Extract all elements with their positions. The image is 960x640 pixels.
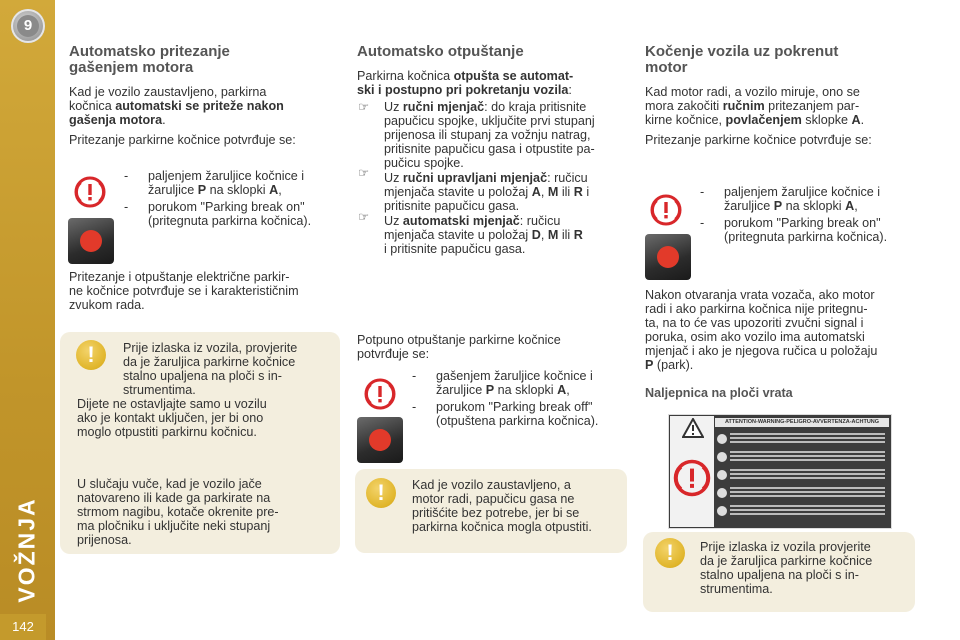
section-title xyxy=(8,497,46,603)
intro-paragraph: Kad je vozilo zaustavljeno, parkirna kočnica automatski se priteže nakon gašenja motora. xyxy=(69,85,284,127)
parking-brake-switch-icon xyxy=(357,417,403,463)
list-item: porukom "Parking break on" (pritegnuta parkirna kočnica). xyxy=(724,216,888,244)
brake-warning-icon xyxy=(73,175,107,209)
release-intro: Parkirna kočnica otpušta se automat- ski i postupno pri pokretanju vozila: xyxy=(357,69,574,97)
list-item: porukom "Parking break on" (pritegnuta parkirna kočnica). xyxy=(148,200,312,228)
apply-confirm-list: - paljenjem žaruljice kočnice i žaruljice P na sklopki A, - porukom "Parking break on" (pritegnuta parkirna kočnica). xyxy=(124,169,340,228)
section-title-text: VOŽNJA xyxy=(13,497,40,603)
list-item: gašenjem žaruljice kočnice i žaruljice P na sklopki A, xyxy=(436,369,593,397)
parking-brake-switch-icon xyxy=(645,234,691,280)
chapter-number: 9 xyxy=(17,15,39,37)
page-number: 142 xyxy=(0,614,46,640)
list-item: porukom "Parking break off" (otpuštena parkirna kočnica). xyxy=(436,400,599,428)
sticker-row xyxy=(717,485,887,503)
list-item: paljenjem žaruljice kočnice i žaruljice P na sklopki A, xyxy=(148,169,305,197)
sticker-heading: ATTENTION-WARNING-PELIGRO-AVVERTENZA-ACHTUNG xyxy=(715,418,889,427)
column-automatic-release xyxy=(357,44,627,97)
note-check-light: Prije izlaska iz vozila, provjerite da je žaruljica parkirne kočnice stalno upaljena na ploči s in- strumentima. xyxy=(123,341,298,397)
heading-engine-running: Kočenje vozila uz pokrenut motor xyxy=(645,43,839,76)
note-check-light-col3: Prije izlaska iz vozila provjerite da je žaruljica parkirne kočnice stalno upaljena na ploči s in- strumentima. xyxy=(700,540,873,596)
door-label-heading: Naljepnica na ploči vrata xyxy=(645,386,793,400)
sticker-row xyxy=(717,431,887,449)
chapter-badge xyxy=(11,9,45,43)
caution-icon: ! xyxy=(76,340,106,370)
sticker-row xyxy=(717,449,887,467)
note-child-warning: Dijete ne ostavljajte samo u vozilu ako je kontakt uključen, jer bi ono moglo otpustiti parkirnu kočnicu. xyxy=(77,397,267,439)
note-towing: U slučaju vuče, kad je vozilo jače natovareno ili kade ga parkirate na strmom nagibu, kotače okrenite pre- ma pločniku i uključite neki stupanj prijenosa. xyxy=(77,477,279,547)
parking-brake-switch-icon xyxy=(68,218,114,264)
sticker-row xyxy=(717,503,887,521)
arrow-icon: ☞ xyxy=(358,166,370,180)
heading-automatic-release: Automatsko otpuštanje xyxy=(357,43,524,60)
column-automatic-apply xyxy=(69,44,341,147)
arrow-icon: ☞ xyxy=(358,210,370,224)
confirm-text: Pritezanje parkirne kočnice potvrđuje se: xyxy=(645,133,872,147)
release-confirm-list: - gašenjem žaruljice kočnice i žaruljice P na sklopki A, - porukom "Parking break off" (otpuštena parkirna kočnica). xyxy=(412,369,628,428)
full-release-paragraph: Potpuno otpuštanje parkirne kočnice potvrđuje se: xyxy=(357,333,561,361)
caution-icon: ! xyxy=(655,538,685,568)
list-item: Uz ručni upravljani mjenjač: ručicu mjenjača stavite u položaj A, M ili R i pritisnite papučicu gasa. xyxy=(384,171,590,213)
brake-warning-icon xyxy=(672,458,712,498)
triangle-warning-icon xyxy=(682,418,704,438)
caution-icon: ! xyxy=(366,478,396,508)
list-item: Uz automatski mjenjač: ručicu mjenjača stavite u položaj D, M ili R i pritisnite papučicu gasa. xyxy=(384,214,583,256)
arrow-icon: ☞ xyxy=(358,100,370,114)
apply-sound-paragraph: Pritezanje i otpuštanje električne parkir- ne kočnice potvrđuje se i karakterističnim zvukom rada. xyxy=(69,270,299,312)
release-methods-list xyxy=(357,100,627,256)
heading-automatic-apply: Automatsko pritezanje gašenjem motora xyxy=(69,43,230,76)
list-item: Uz ručni mjenjač: do kraja pritisnite papučicu spojke, uključite prvi stupanj prijenosa ili stupanj za vožnju natrag, pritisnite papučicu gasa i otpustite pa- pučicu spojke. xyxy=(384,100,595,170)
column-engine-running xyxy=(645,44,915,147)
sticker-row xyxy=(717,467,887,485)
engine-running-intro: Kad motor radi, a vozilo miruje, ono se mora zakočiti ručnim pritezanjem par- kirne kočnice, povlačenjem sklopke A. xyxy=(645,85,865,127)
list-item: paljenjem žaruljice kočnice i žaruljice P na sklopki A, xyxy=(724,185,881,213)
door-open-warning-paragraph: Nakon otvaranja vrata vozača, ako motor radi i ako parkirna kočnica nije pritegnu- ta, na to će vas upozoriti zvučni signal i poruka, osim ako vozilo ima automatski mjenjač i ako je njegova ručica u položaju P (park). xyxy=(645,288,878,372)
engine-confirm-list: - paljenjem žaruljice kočnice i žaruljice P na sklopki A, - porukom "Parking break on" (pritegnuta parkirna kočnica). xyxy=(700,185,916,244)
brake-warning-icon xyxy=(649,193,683,227)
brake-warning-icon xyxy=(363,377,397,411)
note-accelerator: Kad je vozilo zaustavljeno, a motor radi, papučicu gasa ne pritišćite bez potrebe, jer bi se parkirna kočnica mogla otpustiti. xyxy=(412,478,592,534)
confirm-text: Pritezanje parkirne kočnice potvrđuje se: xyxy=(69,133,296,147)
